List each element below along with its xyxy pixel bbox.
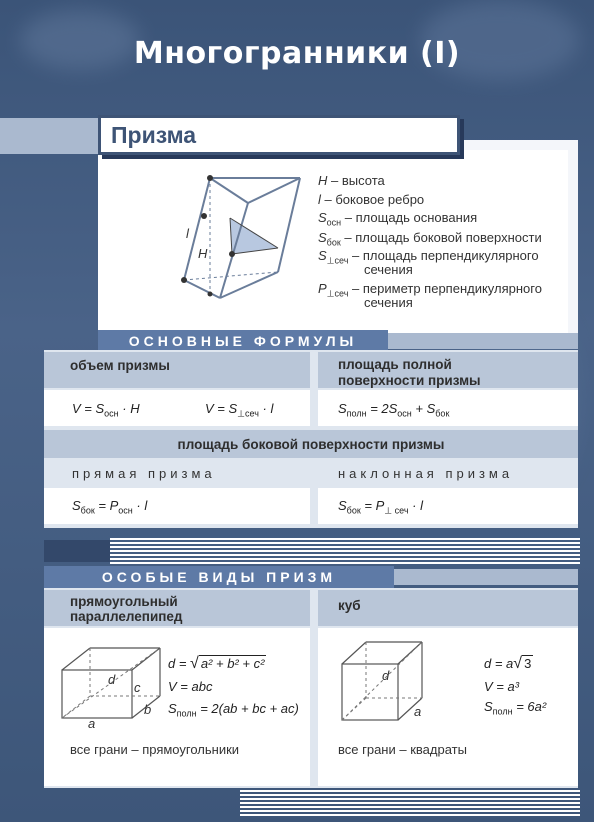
cuboid-header: параллелепипед xyxy=(70,609,183,624)
label-d: d xyxy=(108,672,116,687)
lateral-header: площадь боковой поверхности призмы xyxy=(177,437,445,452)
volume-header: объем призмы xyxy=(70,358,170,373)
label-d: d xyxy=(382,668,390,683)
decor-strip xyxy=(388,333,578,349)
vertex xyxy=(181,277,187,283)
cube-surface-formula: $S_{полн} = 6a^2$ xyxy=(484,699,547,717)
full-surface-formula: $S_{полн} = 2S_{осн} + S_{бок}$ xyxy=(338,401,450,419)
legend-item: l – боковое ребро xyxy=(318,192,425,207)
label-a: a xyxy=(414,704,422,719)
oblique-prism-formula: $S_{бок} = P_{\perp сеч} \cdot l$ xyxy=(338,498,423,516)
legend-item-cont: сечения xyxy=(364,262,413,277)
section-title: Призма xyxy=(111,122,197,148)
volume-formula: $V = S_{\perp сеч} \cdot l$ xyxy=(205,401,274,419)
legend-item: $S_{осн}$ – площадь основания xyxy=(318,210,478,228)
decor-strip xyxy=(0,118,98,154)
vertex xyxy=(207,175,213,181)
label-a: a xyxy=(88,716,96,730)
special-prisms-bar: ОСОБЫЕ ВИДЫ ПРИЗМ xyxy=(44,566,394,588)
vertex xyxy=(229,251,235,257)
formulas-bar: ОСНОВНЫЕ ФОРМУЛЫ xyxy=(98,330,388,352)
vertex xyxy=(208,292,213,297)
cube-diagram xyxy=(336,636,436,726)
decor-strip xyxy=(394,569,578,585)
label-l: l xyxy=(186,226,189,241)
cuboid-note: все грани – прямоугольники xyxy=(70,742,240,757)
cube-volume-formula: V = a³ xyxy=(484,679,520,694)
cuboid-diagonal-formula: d = √ a² + b² + c² xyxy=(168,655,265,672)
vertex xyxy=(201,213,207,219)
page-title: Многогранники (I) xyxy=(133,36,461,71)
cuboid-surface-formula: $S_{полн} = 2(ab$ + bc + ac) xyxy=(168,701,299,719)
cube-diagonal-formula: d = a√ 3 xyxy=(484,655,532,672)
section-tab-prism xyxy=(98,115,460,155)
legend-item: H – высота xyxy=(318,173,385,188)
cuboid-volume-formula: V = abc xyxy=(168,679,213,694)
right-prism-label: прямая призма xyxy=(72,466,216,481)
full-surface-header: площадь полной xyxy=(338,357,452,372)
legend-item: $S_{бок}$ – площадь боковой поверхности xyxy=(318,230,542,248)
legend-item: $S_{\perp сеч}$ – площадь перпендикулярного xyxy=(318,248,539,266)
cuboid-diagram xyxy=(56,640,166,730)
cube-header: куб xyxy=(338,598,361,613)
legend-item: $P_{\perp сеч}$ – периметр перпендикулярного xyxy=(318,281,542,299)
label-c: c xyxy=(134,680,141,695)
decor-stripes xyxy=(110,538,580,564)
legend-item-cont: сечения xyxy=(364,295,413,310)
right-prism-formula: $S_{бок} = P_{осн} \cdot l$ xyxy=(72,498,148,516)
prism-diagram xyxy=(170,168,310,308)
volume-formula: $V = S_{осн} \cdot H$ xyxy=(72,401,140,419)
cuboid-header: прямоугольный xyxy=(70,594,178,609)
decor-stripes xyxy=(240,790,580,816)
full-surface-header: поверхности призмы xyxy=(338,373,481,388)
decor-block xyxy=(44,540,110,562)
label-H: H xyxy=(198,246,208,261)
oblique-prism-label: наклонная призма xyxy=(338,466,514,481)
label-b: b xyxy=(144,702,152,717)
cube-note: все грани – квадраты xyxy=(338,742,467,757)
